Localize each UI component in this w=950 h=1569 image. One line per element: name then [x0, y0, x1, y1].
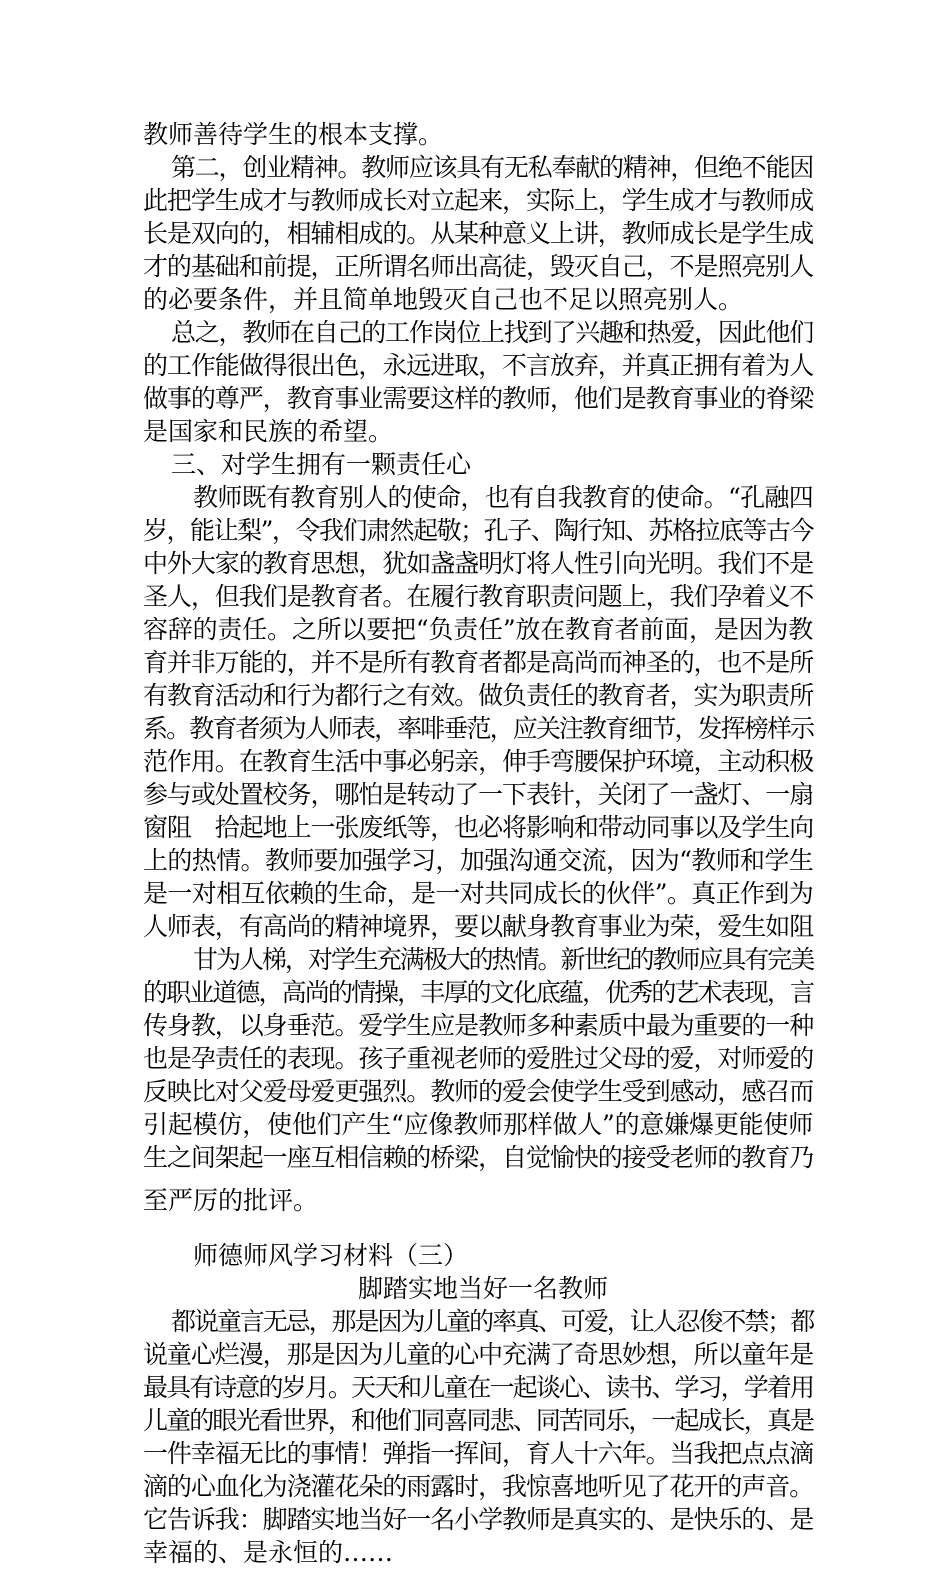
text-line: 反映比对父爱母爱更强烈。教师的爱会使学生受到感动，感召而 [143, 1077, 813, 1106]
text-line: 是一对相互依赖的生命，是一对共同成长的伙伴”。真正作到为 [143, 879, 813, 908]
material-title: 师德师风学习材料（三） [193, 1241, 469, 1270]
text-line: 教师既有教育别人的使命，也有自我教育的使命。“孔融四 [193, 483, 813, 512]
text-line: 人师表，有高尚的精神境界，要以献身教育事业为荣，爱生如阻 [143, 912, 813, 941]
text-line: 至严厉的批评。 [143, 1186, 319, 1215]
text-line: 最具有诗意的岁月。天天和儿童在一起谈心、读书、学习，学着用 [143, 1373, 813, 1402]
text-line: 总之，教师在自己的工作岗位上找到了兴趣和热爱，因此他们 [171, 318, 813, 347]
text-line: 有教育活动和行为都行之有效。做负责任的教育者，实为职责所 [143, 681, 813, 710]
text-line: 才的基础和前提，正所谓名师出高徒，毁灭自己，不是照亮别人 [143, 252, 813, 281]
text-line: 甘为人梯，对学生充满极大的热情。新世纪的教师应具有完美 [193, 945, 813, 974]
text-line: 窗阻 拾起地上一张废纸等，也必将影响和带动同事以及学生向 [143, 813, 813, 842]
text-line: 生之间架起一座互相信赖的桥梁，自觉愉快的接受老师的教育乃 [143, 1143, 813, 1172]
text-line: 滴的心血化为浇灌花朵的雨露时，我惊喜地听见了花开的声音。 [143, 1472, 813, 1501]
text-line: 儿童的眼光看世界，和他们同喜同悲、同苦同乐，一起成长，真是 [143, 1406, 813, 1435]
text-line: 范作用。在教育生活中事必躬亲，伸手弯腰保护环境，主动积极 [143, 747, 813, 776]
text-line: 引起模仿，使他们产生“应像教师那样做人”的意嫌爆更能使师 [143, 1110, 813, 1139]
text-line: 它告诉我：脚踏实地当好一名小学教师是真实的、是快乐的、是 [143, 1505, 813, 1534]
text-line: 教师善待学生的根本支撑。 [143, 120, 444, 149]
text-line: 上的热情。教师要加强学习，加强沟通交流，因为“教师和学生 [143, 846, 813, 875]
paragraph-gap [143, 1217, 813, 1239]
text-line: 容辞的责任。之所以要把“负责任”放在教育者前面，是因为教 [143, 615, 813, 644]
document-body [143, 118, 813, 1569]
text-line: 一件幸福无比的事情！弹指一挥间，育人十六年。当我把点点滴 [143, 1439, 813, 1468]
text-line: 传身教，以身垂范。爱学生应是教师多种素质中最为重要的一种 [143, 1011, 813, 1040]
text-line: 第二，创业精神。教师应该具有无私奉献的精神，但绝不能因 [171, 153, 813, 182]
text-line: 育并非万能的，并不是所有教育者都是高尚而神圣的，也不是所 [143, 648, 813, 677]
text-line: 系。教育者须为人师表，率啡垂范，应关注教育细节，发挥榜样示 [143, 714, 813, 743]
text-line: 是国家和民族的希望。 [143, 417, 394, 446]
text-line: 岁，能让梨”，令我们肃然起敬；孔子、陶行知、苏格拉底等古今 [143, 516, 813, 545]
text-line: 也是孕责任的表现。孩子重视老师的爱胜过父母的爱，对师爱的 [143, 1044, 813, 1073]
text-line: 做事的尊严，教育事业需要这样的教师，他们是教育事业的脊梁 [143, 384, 813, 413]
text-line: 的工作能做得很出色，永远进取，不言放弃，并真正拥有着为人 [143, 351, 813, 380]
text-line: 此把学生成才与教师成长对立起来，实际上，学生成才与教师成 [143, 186, 813, 215]
text-line: 长是双向的，相辅相成的。从某种意义上讲，教师成长是学生成 [143, 219, 813, 248]
section-heading: 三、对学生拥有一颗责任心 [171, 450, 472, 479]
text-line: 幸福的、是永恒的…… [143, 1538, 394, 1567]
text-line: 说童心烂漫，那是因为儿童的心中充满了奇思妙想，所以童年是 [143, 1340, 813, 1369]
text-line: 参与或处置校务，哪怕是转动了一下表针，关闭了一盏灯、一扇 [143, 780, 813, 809]
text-line: 中外大家的教育思想，犹如盏盏明灯将人性引向光明。我们不是 [143, 549, 813, 578]
article-title: 脚踏实地当好一名教师 [358, 1274, 609, 1303]
text-line: 圣人，但我们是教育者。在履行教育职责问题上，我们孕着义不 [143, 582, 813, 611]
text-line: 都说童言无忌，那是因为儿童的率真、可爱，让人忍俊不禁；都 [171, 1307, 813, 1336]
text-line: 的职业道德，高尚的情操，丰厚的文化底蕴，优秀的艺术表现，言 [143, 978, 813, 1007]
text-line: 的必要条件，并且简单地毁灭自己也不足以照亮别人。 [143, 285, 744, 314]
